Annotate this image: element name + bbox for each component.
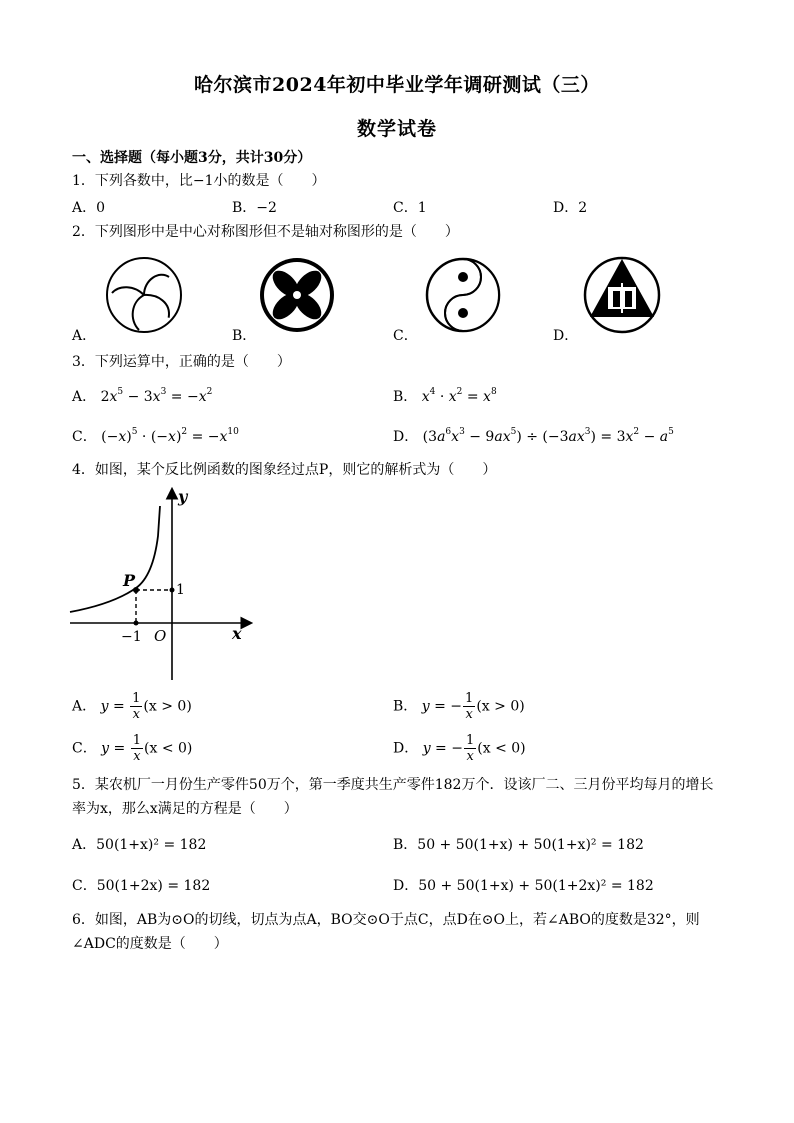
q1-option-b: B．−2 [232, 200, 277, 216]
x-axis-label: x [232, 624, 242, 643]
figure-b-petals [257, 255, 337, 335]
section-heading: 一、选择题（每小题3分，共计30分） [72, 150, 312, 166]
question-5-stem-line2: 率为x，那么x满足的方程是（ ） [72, 801, 298, 817]
q5-option-a: A．50(1+x)² = 182 [72, 837, 207, 853]
q1-option-a: A．0 [72, 200, 106, 216]
q5-option-b: B．50 + 50(1+x) + 50(1+x)² = 182 [393, 837, 644, 853]
q3-option-d: D． $(3a^6x^3 - 9ax^5) \div (-3ax^3) = 3x^2 - a^5$ [393, 427, 674, 445]
question-5-stem-line1: 5．某农机厂一月份生产零件50万个，第一季度共生产零件182万个．设该厂二、三月份平均每月的增长 [72, 777, 714, 793]
point-y1 [170, 588, 175, 593]
q1-option-c: C．1 [393, 200, 427, 216]
point-xneg1 [134, 621, 139, 626]
q5-option-d: D．50 + 50(1+x) + 50(1+2x)² = 182 [393, 878, 654, 894]
q4-option-a: A． y = $\frac{1}{x}$ (x > 0) [72, 691, 192, 722]
q2-option-d: D． [553, 328, 579, 344]
q3-option-b: B． $x^4 \cdot x^2 = x^8$ [393, 387, 497, 405]
q4-option-c: C． y = $\frac{1}{x}$ (x < 0) [72, 733, 193, 764]
figure-a-swirl [104, 255, 184, 335]
x-tick-label: −1 [121, 629, 142, 645]
question-6-stem-line2: ∠ADC的度数是（ ） [72, 936, 228, 952]
q3-option-c: C． $(-x)^5 \cdot (-x)^2 = -x^{10}$ [72, 427, 239, 445]
hyperbola-curve [70, 506, 160, 612]
origin-label: O [154, 627, 167, 645]
y-axis-label: y [178, 487, 188, 506]
point-p-label: P [123, 571, 136, 590]
q3-option-a: A． $2x^5 - 3x^3 = -x^2$ [72, 387, 213, 405]
q5-option-c: C．50(1+2x) = 182 [72, 878, 211, 894]
q2-option-b: B． [232, 328, 257, 344]
q4-option-b: B． y = − $\frac{1}{x}$ (x > 0) [393, 691, 525, 722]
hyperbola-graph [68, 486, 258, 682]
question-1-stem: 1．下列各数中，比−1小的数是（ ） [72, 173, 326, 189]
question-4-stem: 4．如图，某个反比例函数的图象经过点P，则它的解析式为（ ） [72, 462, 497, 478]
q2-option-c: C． [393, 328, 418, 344]
figure-c-yinyang [423, 255, 503, 335]
q4-option-d: D． y = − $\frac{1}{x}$ (x < 0) [393, 733, 526, 764]
question-6-stem-line1: 6．如图，AB为⊙O的切线，切点为点A，BO交⊙O于点C，点D在⊙O上，若∠ABO的度数是32°，则 [72, 912, 700, 928]
question-3-stem: 3．下列运算中，正确的是（ ） [72, 354, 291, 370]
figure-d-triangle [582, 253, 662, 337]
y-tick-label: 1 [176, 582, 185, 598]
q2-option-a: A． [72, 328, 97, 344]
q1-option-d: D．2 [553, 200, 588, 216]
page-subtitle: 数学试卷 [356, 118, 437, 140]
question-2-stem: 2．下列图形中是中心对称图形但不是轴对称图形的是（ ） [72, 224, 459, 240]
page-title: 哈尔滨市2024年初中毕业学年调研测试（三） [194, 74, 600, 96]
